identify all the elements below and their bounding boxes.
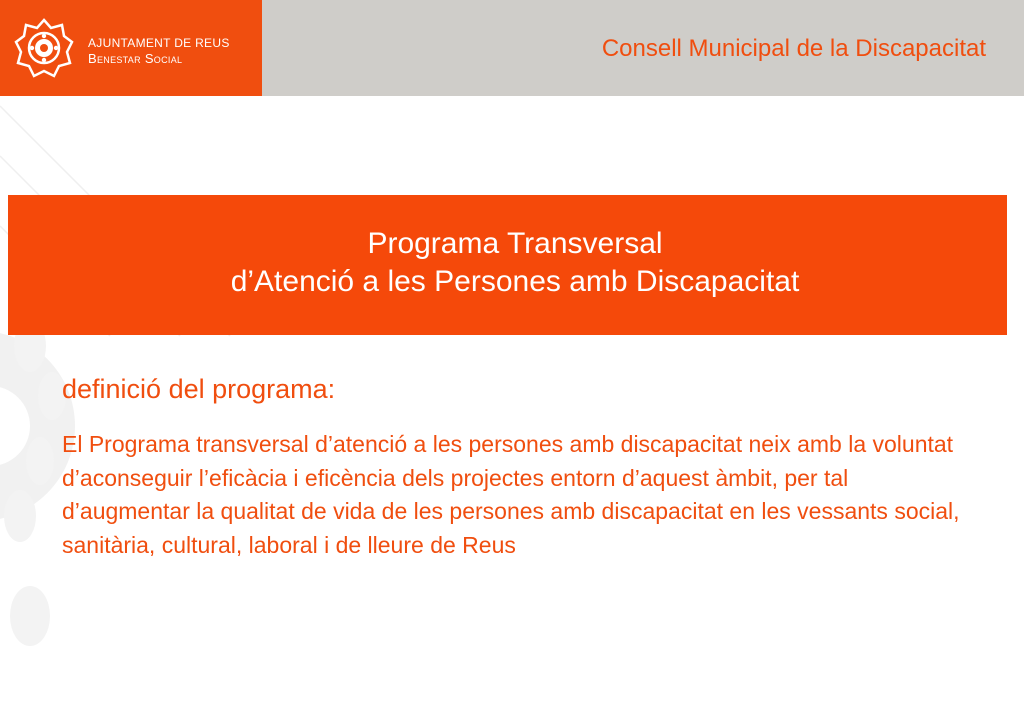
logo-block [0, 0, 262, 96]
logo-text [88, 36, 230, 66]
header-title: Consell Municipal de la Discapacitat [601, 35, 986, 62]
body-paragraph: El Programa transversal d’atenció a les persones amb discapacitat neix amb la voluntat d’aconseguir l’eficàcia i eficència dels projectes entorn d’aquest àmbit, per tal d’augmentar la qualitat de vida de les persones amb discapacitat en les vessants social, sanitària, cultural, laboral i de lleure de Reus [62, 431, 960, 558]
banner-title [8, 225, 1022, 301]
banner-title-line2: d’Atenció a les Persones amb Discapacitat [230, 265, 800, 298]
org-department: Benestar Social [88, 51, 183, 66]
org-name: AJUNTAMENT DE REUS [88, 36, 230, 50]
section-heading: definició del programa: [62, 374, 336, 404]
background-rose-watermark [0, 96, 1024, 727]
reus-rose-emblem-icon [14, 18, 74, 78]
header-bar [0, 0, 1024, 96]
title-banner [8, 195, 1007, 335]
banner-title-line1: Programa Transversal [367, 227, 663, 260]
